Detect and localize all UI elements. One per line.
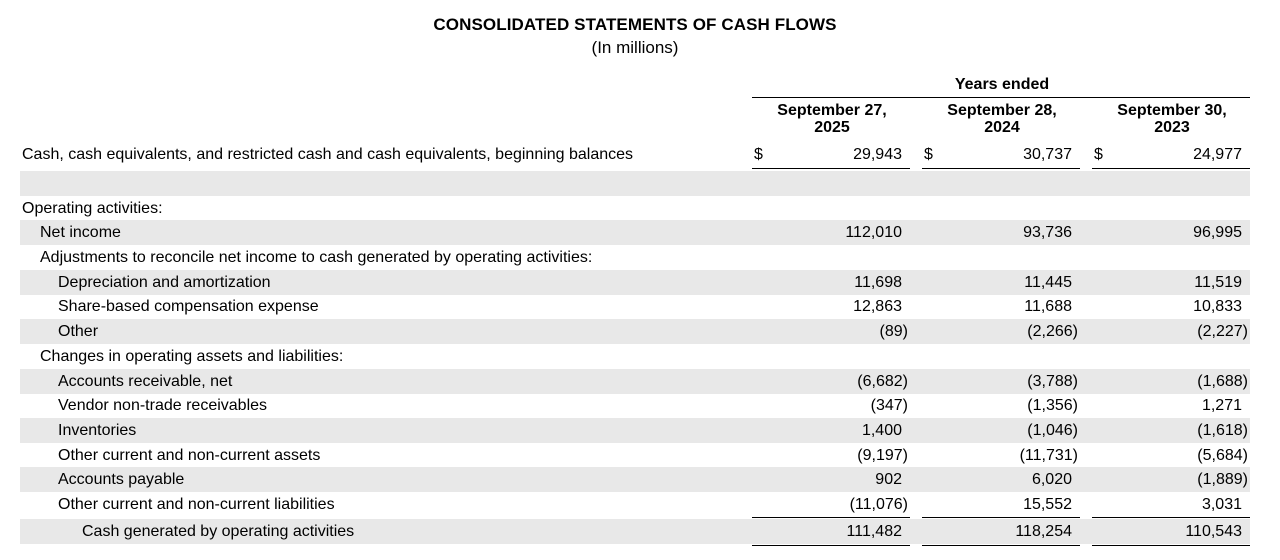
column-header-date: September 28, (947, 102, 1057, 119)
value-2023: 96,995 (1193, 224, 1242, 241)
table-row-inventories (20, 418, 1250, 443)
row-label: Net income (40, 224, 121, 241)
table-row-subsection-header (20, 245, 1250, 270)
value-2024: (3,788) (1027, 373, 1078, 390)
value-2023: (1,618) (1197, 422, 1248, 439)
value-2024: 30,737 (1023, 146, 1072, 163)
value-2025: 29,943 (853, 146, 902, 163)
value-2024: (2,266) (1027, 323, 1078, 340)
column-header-2024 (922, 102, 1082, 136)
total-rule (752, 545, 910, 546)
value-2023: 1,271 (1201, 397, 1242, 414)
table-row-subsection-header (20, 344, 1250, 369)
subtotal-rule (752, 517, 910, 518)
row-label: Cash, cash equivalents, and restricted cash and cash equivalents, beginning balances (22, 146, 634, 163)
value-2025: 12,863 (853, 298, 902, 315)
currency-symbol: $ (1094, 146, 1103, 163)
value-2025: 111,482 (846, 523, 902, 540)
table-row-vendor-receivables (20, 393, 1250, 418)
row-label: Other current and non-current liabilities (58, 496, 335, 513)
value-2023: (5,684) (1197, 447, 1248, 464)
statement-title: CONSOLIDATED STATEMENTS OF CASH FLOWS (433, 15, 837, 34)
subtotal-rule (1092, 517, 1250, 518)
column-header-2023 (1092, 102, 1252, 136)
table-row-depreciation (20, 270, 1250, 295)
table-row-net-income (20, 220, 1250, 245)
table-row-accounts-receivable (20, 369, 1250, 394)
row-label: Cash generated by operating activities (82, 523, 355, 540)
total-rule (922, 545, 1080, 546)
years-ended-header: Years ended (954, 76, 1050, 93)
row-label: Depreciation and amortization (58, 274, 271, 291)
column-header-year: 2024 (984, 119, 1020, 136)
row-label: Other (58, 323, 99, 340)
table-row-other (20, 319, 1250, 344)
value-2025: 112,010 (845, 224, 902, 241)
row-label: Share-based compensation expense (58, 298, 319, 315)
value-2024: 118,254 (1015, 523, 1072, 540)
underline-rule (922, 168, 1080, 169)
underline-rule (1092, 168, 1250, 169)
value-2024: 93,736 (1023, 224, 1072, 241)
row-label: Operating activities: (22, 200, 163, 217)
table-row-spacer (20, 171, 1250, 196)
row-label: Other current and non-current assets (58, 447, 321, 464)
value-2025: 1,400 (861, 422, 902, 439)
currency-symbol: $ (924, 146, 933, 163)
value-2024: (1,356) (1027, 397, 1078, 414)
column-header-2025 (752, 102, 912, 136)
value-2023: 24,977 (1193, 146, 1242, 163)
currency-symbol: $ (754, 146, 763, 163)
value-2023: 11,519 (1194, 274, 1242, 291)
table-row-other-assets (20, 443, 1250, 468)
total-rule (1092, 545, 1250, 546)
table-row-other-liabilities (20, 492, 1250, 517)
table-row-operating-cash-total (20, 519, 1250, 544)
table-row-section-header (20, 196, 1250, 221)
value-2023: 10,833 (1193, 298, 1242, 315)
row-label: Accounts payable (58, 471, 185, 488)
value-2025: (347) (870, 397, 908, 414)
row-label: Changes in operating assets and liabilities: (40, 348, 344, 365)
column-header-year: 2023 (1154, 119, 1190, 136)
column-header-date: September 30, (1117, 102, 1227, 119)
table-row-beginning-balances (20, 142, 1250, 167)
value-2023: (1,889) (1197, 471, 1248, 488)
column-header-date: September 27, (777, 102, 887, 119)
statement-subtitle: (In millions) (591, 38, 679, 57)
value-2023: 110,543 (1185, 523, 1242, 540)
subtotal-rule (922, 517, 1080, 518)
column-header-year: 2025 (814, 119, 850, 136)
value-2024: 6,020 (1031, 471, 1072, 488)
value-2025: 902 (875, 471, 902, 488)
value-2024: 11,688 (1024, 298, 1072, 315)
value-2024: 15,552 (1023, 496, 1072, 513)
value-2024: (1,046) (1027, 422, 1078, 439)
value-2025: (9,197) (857, 447, 908, 464)
row-label: Inventories (58, 422, 137, 439)
value-2024: 11,445 (1024, 274, 1072, 291)
value-2025: 11,698 (854, 274, 902, 291)
value-2023: 3,031 (1201, 496, 1242, 513)
value-2025: (6,682) (857, 373, 908, 390)
underline-rule (752, 168, 910, 169)
row-label: Vendor non-trade receivables (58, 397, 268, 414)
value-2024: (11,731) (1019, 447, 1078, 464)
value-2023: (1,688) (1197, 373, 1248, 390)
years-ended-rule (752, 97, 1250, 98)
value-2025: (11,076) (849, 496, 908, 513)
row-label: Adjustments to reconcile net income to cash generated by operating activities: (40, 249, 593, 266)
table-row-share-based-compensation (20, 294, 1250, 319)
value-2023: (2,227) (1197, 323, 1248, 340)
row-label: Accounts receivable, net (58, 373, 233, 390)
value-2025: (89) (879, 323, 908, 340)
table-row-accounts-payable (20, 467, 1250, 492)
